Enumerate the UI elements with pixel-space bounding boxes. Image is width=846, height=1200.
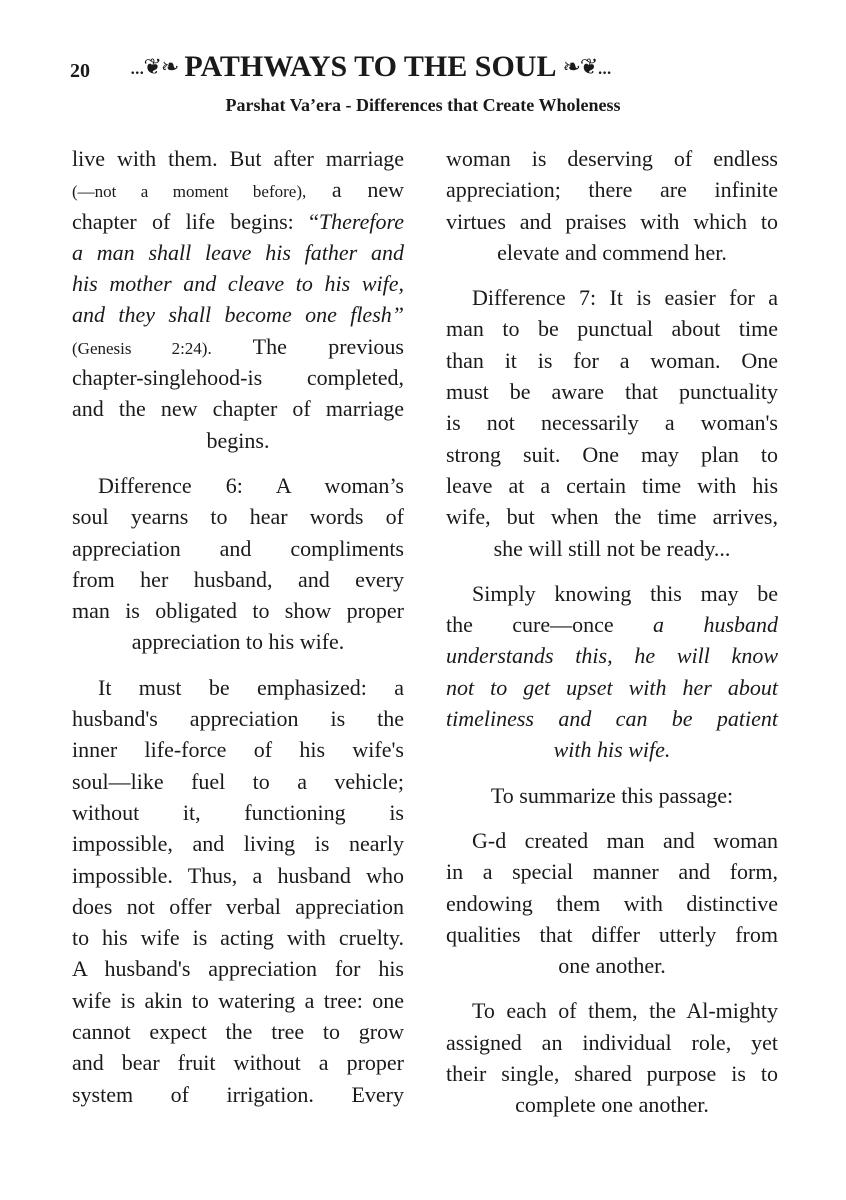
text-line bbox=[72, 953, 404, 984]
text-segment: qualities that differ utterly from bbox=[446, 921, 778, 947]
text-line bbox=[72, 860, 404, 891]
text-line bbox=[446, 825, 778, 856]
text-segment: appreciation and compliments bbox=[72, 535, 404, 561]
page-number: 20 bbox=[70, 60, 90, 82]
text-line bbox=[446, 407, 778, 438]
text-segment: appreciation to his wife. bbox=[131, 629, 345, 655]
text-line bbox=[446, 856, 778, 887]
text-segment: cannot expect the tree to grow bbox=[72, 1019, 404, 1045]
text-segment: strong suit. One may plan to bbox=[446, 441, 778, 467]
text-line bbox=[446, 703, 778, 734]
text-segment: than it is for a woman. One bbox=[446, 347, 778, 373]
italic-text: understands this, he will know bbox=[446, 643, 778, 669]
paragraph bbox=[446, 995, 778, 1120]
text-line bbox=[72, 922, 404, 953]
text-segment: leave at a certain time with his bbox=[446, 472, 778, 498]
text-line bbox=[446, 734, 778, 765]
text-segment: man to be punctual about time bbox=[446, 316, 778, 342]
book-title: PATHWAYS TO THE SOUL bbox=[184, 50, 557, 83]
text-segment: To summarize this passage: bbox=[490, 782, 734, 808]
text-segment: inner life-force of his wife's bbox=[72, 737, 404, 763]
text-line bbox=[446, 640, 778, 671]
text-segment: to his wife is acting with cruelty. bbox=[72, 925, 404, 951]
text-segment: elevate and commend her. bbox=[497, 239, 727, 265]
text-segment: must be aware that punctuality bbox=[446, 379, 778, 405]
text-segment: in a special manner and form, bbox=[446, 859, 778, 885]
text-segment: wife, but when the time arrives, bbox=[446, 504, 778, 530]
text-segment: assigned an individual role, yet bbox=[446, 1029, 778, 1055]
italic-text: and they shall become one flesh” bbox=[72, 302, 404, 328]
text-segment: husband's appreciation is the bbox=[72, 706, 404, 732]
text-line bbox=[446, 345, 778, 376]
text-line bbox=[446, 313, 778, 344]
text-line bbox=[72, 501, 404, 532]
text-segment: a new bbox=[306, 177, 404, 203]
paragraph bbox=[446, 578, 778, 766]
italic-text: a husband bbox=[653, 612, 778, 638]
text-line bbox=[446, 376, 778, 407]
text-line bbox=[446, 282, 778, 313]
text-line bbox=[446, 1027, 778, 1058]
text-segment: The previous bbox=[211, 333, 404, 359]
text-line bbox=[446, 237, 778, 268]
text-line bbox=[72, 331, 404, 362]
text-segment: It must be emphasized: a bbox=[98, 674, 404, 700]
text-line bbox=[72, 797, 404, 828]
right-column bbox=[446, 143, 778, 1135]
text-segment: soul—like fuel to a vehicle; bbox=[72, 768, 404, 794]
text-line bbox=[72, 672, 404, 703]
paragraph bbox=[446, 825, 778, 981]
text-line bbox=[446, 672, 778, 703]
text-segment: Difference 6: A woman’s bbox=[98, 472, 404, 498]
text-line bbox=[72, 1016, 404, 1047]
text-segment: complete one another. bbox=[515, 1092, 709, 1118]
text-segment: the cure—once bbox=[446, 612, 654, 638]
italic-text: Therefore bbox=[318, 208, 404, 234]
text-segment: one another. bbox=[558, 953, 666, 979]
text-line bbox=[72, 425, 404, 456]
paragraph bbox=[72, 143, 404, 456]
left-column bbox=[72, 143, 404, 1124]
text-line bbox=[446, 780, 778, 811]
text-line bbox=[446, 950, 778, 981]
italic-text: his mother and cleave to his wife, bbox=[72, 271, 404, 297]
text-line bbox=[446, 1089, 778, 1120]
text-line bbox=[446, 470, 778, 501]
text-segment: from her husband, and every bbox=[72, 566, 404, 592]
text-line bbox=[446, 609, 778, 640]
text-line bbox=[72, 985, 404, 1016]
text-line bbox=[72, 1079, 404, 1110]
ornament-right-icon: ❧❦... bbox=[562, 54, 611, 79]
text-segment: impossible, and living is nearly bbox=[72, 831, 404, 857]
text-segment: wife is akin to watering a tree: one bbox=[72, 987, 404, 1013]
text-line bbox=[72, 703, 404, 734]
paragraph bbox=[446, 780, 778, 811]
text-segment: begins. bbox=[206, 427, 270, 453]
italic-text: with his wife. bbox=[553, 737, 671, 763]
paragraph bbox=[446, 143, 778, 268]
text-line bbox=[72, 828, 404, 859]
text-line bbox=[72, 268, 404, 299]
text-segment: chapter of life begins: “ bbox=[72, 208, 319, 234]
text-line bbox=[72, 393, 404, 424]
text-line bbox=[446, 174, 778, 205]
text-line bbox=[72, 143, 404, 174]
text-line bbox=[72, 734, 404, 765]
text-line bbox=[446, 533, 778, 564]
text-line bbox=[72, 533, 404, 564]
text-segment: soul yearns to hear words of bbox=[72, 504, 404, 530]
text-line bbox=[72, 595, 404, 626]
text-line bbox=[72, 470, 404, 501]
text-segment: and bear fruit without a proper bbox=[72, 1050, 404, 1076]
text-segment: impossible. Thus, a husband who bbox=[72, 862, 404, 888]
text-segment: is not necessarily a woman's bbox=[446, 410, 778, 436]
text-segment: appreciation; there are infinite bbox=[446, 177, 778, 203]
text-line bbox=[72, 626, 404, 657]
text-segment: To each of them, the Al-mighty bbox=[472, 998, 778, 1024]
text-line bbox=[72, 237, 404, 268]
text-line bbox=[446, 1058, 778, 1089]
text-line bbox=[446, 919, 778, 950]
text-line bbox=[446, 439, 778, 470]
text-line bbox=[446, 888, 778, 919]
ornament-left-icon: ...❦❧ bbox=[130, 54, 179, 79]
text-line bbox=[72, 206, 404, 237]
italic-text: a man shall leave his father and bbox=[72, 239, 404, 265]
text-line bbox=[446, 143, 778, 174]
text-line bbox=[72, 174, 404, 205]
text-segment: Difference 7: It is easier for a bbox=[472, 285, 778, 311]
text-segment: virtues and praises with which to bbox=[446, 208, 778, 234]
text-segment: man is obligated to show proper bbox=[72, 598, 404, 624]
text-segment: chapter-singlehood-is completed, bbox=[72, 365, 404, 391]
text-line bbox=[72, 564, 404, 595]
text-line bbox=[72, 766, 404, 797]
italic-text: timeliness and can be patient bbox=[446, 706, 778, 732]
text-segment: she will still not be ready... bbox=[493, 535, 731, 561]
text-line bbox=[446, 501, 778, 532]
text-segment: Simply knowing this may be bbox=[472, 580, 778, 606]
text-line bbox=[72, 362, 404, 393]
text-line bbox=[446, 206, 778, 237]
text-line bbox=[72, 1047, 404, 1078]
text-line bbox=[72, 299, 404, 330]
text-segment: system of irrigation. Every bbox=[72, 1081, 404, 1107]
italic-text: not to get upset with her about bbox=[446, 674, 778, 700]
text-segment: A husband's appreciation for his bbox=[72, 956, 404, 982]
text-line bbox=[446, 995, 778, 1026]
chapter-subtitle: Parshat Va’era - Differences that Create Wholeness bbox=[225, 95, 621, 115]
paragraph bbox=[72, 470, 404, 658]
text-segment: (—not a moment before), bbox=[72, 182, 307, 202]
running-header bbox=[130, 50, 730, 84]
text-segment: their single, shared purpose is to bbox=[446, 1061, 778, 1087]
text-line bbox=[446, 578, 778, 609]
text-segment: does not offer verbal appreciation bbox=[72, 893, 404, 919]
text-segment: without it, functioning is bbox=[72, 799, 404, 825]
text-segment: woman is deserving of endless bbox=[446, 146, 778, 171]
text-segment: and the new chapter of marriage bbox=[72, 396, 404, 422]
text-segment: (Genesis 2:24). bbox=[72, 338, 212, 358]
text-segment: G-d created man and woman bbox=[472, 827, 778, 853]
paragraph bbox=[446, 282, 778, 564]
text-line bbox=[72, 891, 404, 922]
text-segment: endowing them with distinctive bbox=[446, 890, 778, 916]
paragraph bbox=[72, 672, 404, 1110]
text-segment: live with them. But after marriage bbox=[72, 146, 404, 171]
